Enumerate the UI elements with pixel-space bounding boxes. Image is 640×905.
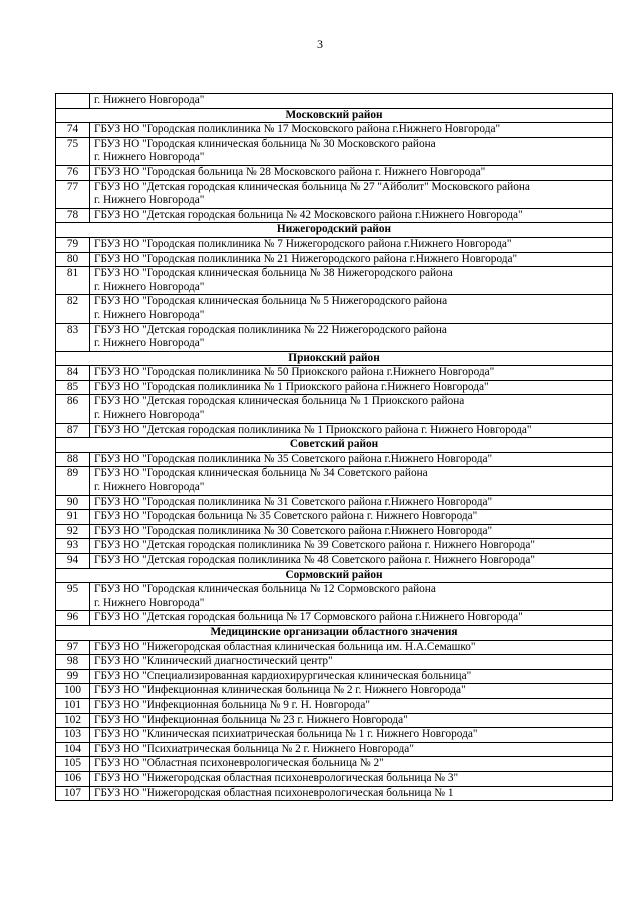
row-number: 83 (56, 323, 90, 351)
table-row (56, 495, 613, 510)
row-number: 77 (56, 180, 90, 208)
organization-name (90, 742, 613, 757)
organization-name-line: ГБУЗ НО "Городская клиническая больница № 12 Сормовского района (94, 583, 436, 596)
organization-name-line: ГБУЗ НО "Инфекционная клиническая больница № 2 г. Нижнего Новгорода" (94, 684, 466, 697)
row-number: 93 (56, 539, 90, 554)
table-row (56, 208, 613, 223)
organization-name (90, 323, 613, 351)
organization-name-line: ГБУЗ НО "Детская городская поликлиника № 48 Советского района г. Нижнего Новгорода" (94, 554, 536, 566)
organization-name (90, 452, 613, 467)
organization-name-line: ГБУЗ НО "Нижегородская областная клиническая больница им. Н.А.Семашко" (94, 640, 476, 653)
organization-name (90, 640, 613, 655)
row-number: 89 (56, 467, 90, 495)
organization-name (90, 165, 613, 180)
organization-name-line: ГБУЗ НО "Инфекционная больница № 23 г. Нижнего Новгорода" (94, 713, 408, 726)
row-number: 80 (56, 252, 90, 267)
district-heading: Советский район (56, 438, 613, 453)
organization-name (90, 771, 613, 786)
table-row (56, 267, 613, 295)
organization-name (90, 180, 613, 208)
table-row (56, 94, 613, 109)
organization-name (90, 539, 613, 554)
organization-name-line: ГБУЗ НО "Областная психоневрологическая больница № 2" (94, 757, 384, 770)
organization-name (90, 554, 613, 569)
organization-name (90, 524, 613, 539)
row-number: 74 (56, 123, 90, 138)
row-number (56, 94, 90, 109)
table-row (56, 123, 613, 138)
organization-name-line: ГБУЗ НО "Городская поликлиника № 7 Нижегородского района г.Нижнего Новгорода" (94, 237, 512, 250)
row-number: 86 (56, 395, 90, 423)
table-row (56, 323, 613, 351)
organization-name (90, 380, 613, 395)
organization-name-line: г. Нижнего Новгорода" (94, 151, 205, 164)
row-number: 107 (56, 786, 90, 801)
organization-name-line: ГБУЗ НО "Городская больница № 35 Советского района г. Нижнего Новгорода" (94, 510, 478, 523)
table-row (56, 713, 613, 728)
organization-name (90, 395, 613, 423)
organization-name (90, 267, 613, 295)
table-row (56, 539, 613, 554)
organization-name-line: ГБУЗ НО "Детская городская больница № 17 Сормовского района г.Нижнего Новгорода" (94, 611, 523, 624)
organization-name (90, 510, 613, 525)
organization-name-line: г. Нижнего Новгорода" (94, 596, 205, 609)
organization-name (90, 237, 613, 252)
organization-name (90, 611, 613, 626)
organization-name-line: ГБУЗ НО "Детская городская клиническая больница № 27 "Айболит" Московского района (94, 180, 530, 193)
organization-name (90, 423, 613, 438)
district-heading: Приокский район (56, 351, 613, 366)
organization-name (90, 123, 613, 138)
district-heading: Сормовский район (56, 568, 613, 583)
table-row (56, 611, 613, 626)
organization-name-line: ГБУЗ НО "Детская городская поликлиника № 22 Нижегородского района (94, 323, 447, 336)
organization-name-line: ГБУЗ НО "Нижегородская областная психоневрологическая больница № 1 (94, 786, 454, 799)
organization-name-line: ГБУЗ НО "Городская поликлиника № 17 Московского района г.Нижнего Новгорода" (94, 123, 501, 136)
organization-name (90, 252, 613, 267)
organization-name (90, 495, 613, 510)
table-row (56, 380, 613, 395)
organization-name-line: ГБУЗ НО "Детская городская клиническая больница № 1 Приокского района (94, 395, 465, 408)
section-header-row (56, 351, 613, 366)
section-header-row (56, 108, 613, 123)
table-row (56, 467, 613, 495)
table-row (56, 252, 613, 267)
table-row (56, 452, 613, 467)
district-heading: Медицинские организации областного значения (56, 625, 613, 640)
organization-name (90, 757, 613, 772)
table-row (56, 655, 613, 670)
row-number: 88 (56, 452, 90, 467)
organization-name-line: ГБУЗ НО "Городская больница № 28 Московского района г. Нижнего Новгорода" (94, 165, 486, 178)
table-row (56, 180, 613, 208)
organization-name-line: ГБУЗ НО "Детская городская поликлиника № 39 Советского района г. Нижнего Новгорода" (94, 539, 536, 552)
organization-name (90, 467, 613, 495)
row-number: 76 (56, 165, 90, 180)
section-header-row (56, 625, 613, 640)
table-row (56, 395, 613, 423)
table-row (56, 137, 613, 165)
table-row (56, 698, 613, 713)
section-header-row (56, 223, 613, 238)
organization-name-line: ГБУЗ НО "Городская клиническая больница № 5 Нижегородского района (94, 295, 448, 308)
organization-name-line: ГБУЗ НО "Городская поликлиника № 35 Советского района г.Нижнего Новгорода" (94, 452, 493, 465)
organization-name-line: г. Нижнего Новгорода" (94, 194, 205, 207)
organization-name-line: г. Нижнего Новгорода" (94, 337, 205, 350)
organization-name (90, 295, 613, 323)
organization-name-line: г. Нижнего Новгорода" (94, 308, 205, 321)
organization-name-line: ГБУЗ НО "Специализированная кардиохирургическая клиническая больница" (94, 669, 472, 682)
table-row (56, 640, 613, 655)
row-number: 103 (56, 728, 90, 743)
organization-name (90, 366, 613, 381)
row-number: 85 (56, 380, 90, 395)
row-number: 100 (56, 684, 90, 699)
organization-name-line: ГБУЗ НО "Клинический диагностический центр" (94, 655, 333, 668)
row-number: 91 (56, 510, 90, 525)
row-number: 84 (56, 366, 90, 381)
organization-name (90, 669, 613, 684)
organization-name-line: ГБУЗ НО "Клиническая психиатрическая больница № 1 г. Нижнего Новгорода" (94, 728, 478, 741)
organization-name-line: ГБУЗ НО "Городская поликлиника № 30 Советского района г.Нижнего Новгорода" (94, 524, 493, 537)
organization-name-line: ГБУЗ НО "Городская поликлиника № 1 Приокского района г.Нижнего Новгорода" (94, 380, 489, 393)
organization-name-line: ГБУЗ НО "Городская поликлиника № 31 Советского района г.Нижнего Новгорода" (94, 495, 493, 508)
table-row (56, 684, 613, 699)
row-number: 81 (56, 267, 90, 295)
table-row (56, 510, 613, 525)
row-number: 98 (56, 655, 90, 670)
organization-name (90, 728, 613, 743)
row-number: 78 (56, 208, 90, 223)
row-number: 79 (56, 237, 90, 252)
table-row (56, 423, 613, 438)
table-row (56, 786, 613, 801)
table-row (56, 728, 613, 743)
table-row (56, 524, 613, 539)
organization-name-line: ГБУЗ НО "Городская клиническая больница № 34 Советского района (94, 467, 428, 480)
table-row (56, 757, 613, 772)
table-row (56, 583, 613, 611)
organization-name-line: г. Нижнего Новгорода" (94, 481, 205, 494)
table-row (56, 554, 613, 569)
row-number: 106 (56, 771, 90, 786)
organization-name (90, 208, 613, 223)
row-number: 97 (56, 640, 90, 655)
organization-name-line: ГБУЗ НО "Городская поликлиника № 50 Приокского района г.Нижнего Новгорода" (94, 366, 495, 379)
row-number: 87 (56, 423, 90, 438)
organization-name-line: ГБУЗ НО "Городская клиническая больница № 38 Нижегородского района (94, 267, 453, 280)
organization-name-line: ГБУЗ НО "Нижегородская областная психоневрологическая больница № 3" (94, 771, 459, 784)
organization-name-line: ГБУЗ НО "Детская городская больница № 42 Московского района г.Нижнего Новгорода" (94, 208, 523, 221)
table-row (56, 237, 613, 252)
organization-name (90, 94, 613, 109)
row-number: 90 (56, 495, 90, 510)
table-body (56, 94, 613, 801)
row-number: 95 (56, 583, 90, 611)
row-number: 104 (56, 742, 90, 757)
row-number: 96 (56, 611, 90, 626)
organization-name-line: г. Нижнего Новгорода" (94, 94, 205, 106)
section-header-row (56, 568, 613, 583)
table-row (56, 366, 613, 381)
row-number: 75 (56, 137, 90, 165)
row-number: 82 (56, 295, 90, 323)
medical-organizations-table (55, 93, 613, 801)
organization-name-line: ГБУЗ НО "Детская городская поликлиника № 1 Приокского района г. Нижнего Новгорода" (94, 423, 532, 436)
organization-name (90, 786, 613, 801)
organization-name-line: ГБУЗ НО "Психиатрическая больница № 2 г. Нижнего Новгорода" (94, 742, 414, 755)
organization-name-line: г. Нижнего Новгорода" (94, 409, 205, 422)
district-heading: Нижегородский район (56, 223, 613, 238)
organization-name (90, 655, 613, 670)
organization-name-line: ГБУЗ НО "Городская поликлиника № 21 Нижегородского района г.Нижнего Новгорода" (94, 252, 518, 265)
row-number: 94 (56, 554, 90, 569)
table-row (56, 165, 613, 180)
row-number: 99 (56, 669, 90, 684)
table-row (56, 742, 613, 757)
section-header-row (56, 438, 613, 453)
row-number: 92 (56, 524, 90, 539)
organization-name (90, 698, 613, 713)
organization-name (90, 583, 613, 611)
organization-name (90, 684, 613, 699)
organization-name-line: ГБУЗ НО "Городская клиническая больница № 30 Московского района (94, 137, 436, 150)
row-number: 105 (56, 757, 90, 772)
organization-name (90, 137, 613, 165)
page-number: 3 (317, 37, 323, 51)
district-heading: Московский район (56, 108, 613, 123)
organization-name-line: ГБУЗ НО "Инфекционная больница № 9 г. Н. Новгорода" (94, 698, 370, 711)
row-number: 101 (56, 698, 90, 713)
table-row (56, 669, 613, 684)
table-row (56, 771, 613, 786)
organization-name (90, 713, 613, 728)
organization-name-line: г. Нижнего Новгорода" (94, 280, 205, 293)
row-number: 102 (56, 713, 90, 728)
table-row (56, 295, 613, 323)
